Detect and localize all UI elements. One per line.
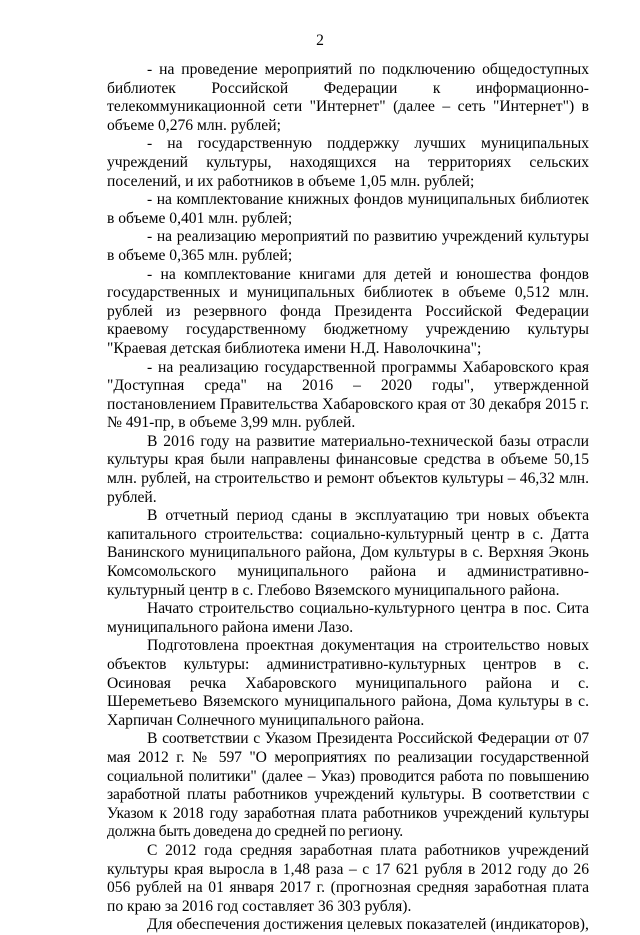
paragraph-accessible-environment: - на реализацию государственной программы Хабаровского края "Доступная среда" на 2016 – 2020 годы", утвержденной постановлением Правительства Хабаровского края от 30 декабря 2015 г. № 491-пр, в объеме 3,99 млн. рублей. [107,358,589,432]
paragraph-culture-development: - на реализацию мероприятий по развитию учреждений культуры в объеме 0,365 млн. рублей; [107,228,589,264]
paragraph-book-funds: - на комплектование книжных фондов муниципальных библиотек в объеме 0,401 млн. рублей; [107,191,589,227]
paragraph-construction-started: Начато строительство социально-культурного центра в пос. Сита муниципального района имени Лазо. [107,600,589,636]
paragraph-children-books: - на комплектование книгами для детей и юношества фондов государственных и муниципальных библиотек в объеме 0,512 млн. рублей из резервного фонда Президента Российской Федерации краевому государственному бюджетному учреждению культуры "Краевая детская библиотека имени Н.Д. Наволочкина"; [107,265,589,357]
paragraph-salary-growth: С 2012 года средняя заработная плата работников учреждений культуры края выросла в 1,48 раза – с 17 621 рубля в 2012 году до 26 056 рублей на 01 января 2017 г. (прогнозная средняя заработная плата по краю за 2016 год составляет 36 303 рубля). [107,841,589,915]
paragraph-target-indicators: Для обеспечения достижения целевых показателей (индикаторов), [147,916,589,934]
paragraph-rural-institutions-support: - на государственную поддержку лучших муниципальных учреждений культуры, находящихся на территориях сельских поселений, и их работников в объеме 1,05 млн. рублей; [107,135,589,190]
document-body [107,61,589,935]
page-number: 2 [316,32,324,49]
paragraph-new-objects: В отчетный период сданы в эксплуатацию три новых объекта капитального строительства: социально-культурный центр в с. Датта Ванинского муниципального района, Дом культуры в с. Верхняя Эконь Комсомольского муниципального района и административно-культурный центр в с. Глебово Вяземского муниципального района. [107,507,589,599]
paragraph-internet-connection: - на проведение мероприятий по подключению общедоступных библиотек Российской Федерации к информационно-телекоммуникационной сети "Интернет" (далее – сеть "Интернет") в объеме 0,276 млн. рублей; [107,61,589,134]
paragraph-presidential-decree: В соответствии с Указом Президента Российской Федерации от 07 мая 2012 г. № 597 "О мероприятиях по реализации государственной социальной политики" (далее – Указ) проводится работа по повышению заработной платы работников учреждений культуры. В соответствии с Указом к 2018 году заработная плата работников учреждений культуры должна быть доведена до средней по региону. [107,730,589,841]
paragraph-design-documentation: Подготовлена проектная документация на строительство новых объектов культуры: административно-культурных центров в с. Осиновая речка Хабаровского муниципального района и с. Шереметьево Вяземского муниципального района, Дома культуры в с. Харпичан Солнечного муниципального района. [107,637,589,729]
paragraph-material-base-2016: В 2016 году на развитие материально-технической базы отрасли культуры края были направлены финансовые средства в объеме 50,15 млн. рублей, на строительство и ремонт объектов культуры – 46,32 млн. рублей. [107,432,589,506]
